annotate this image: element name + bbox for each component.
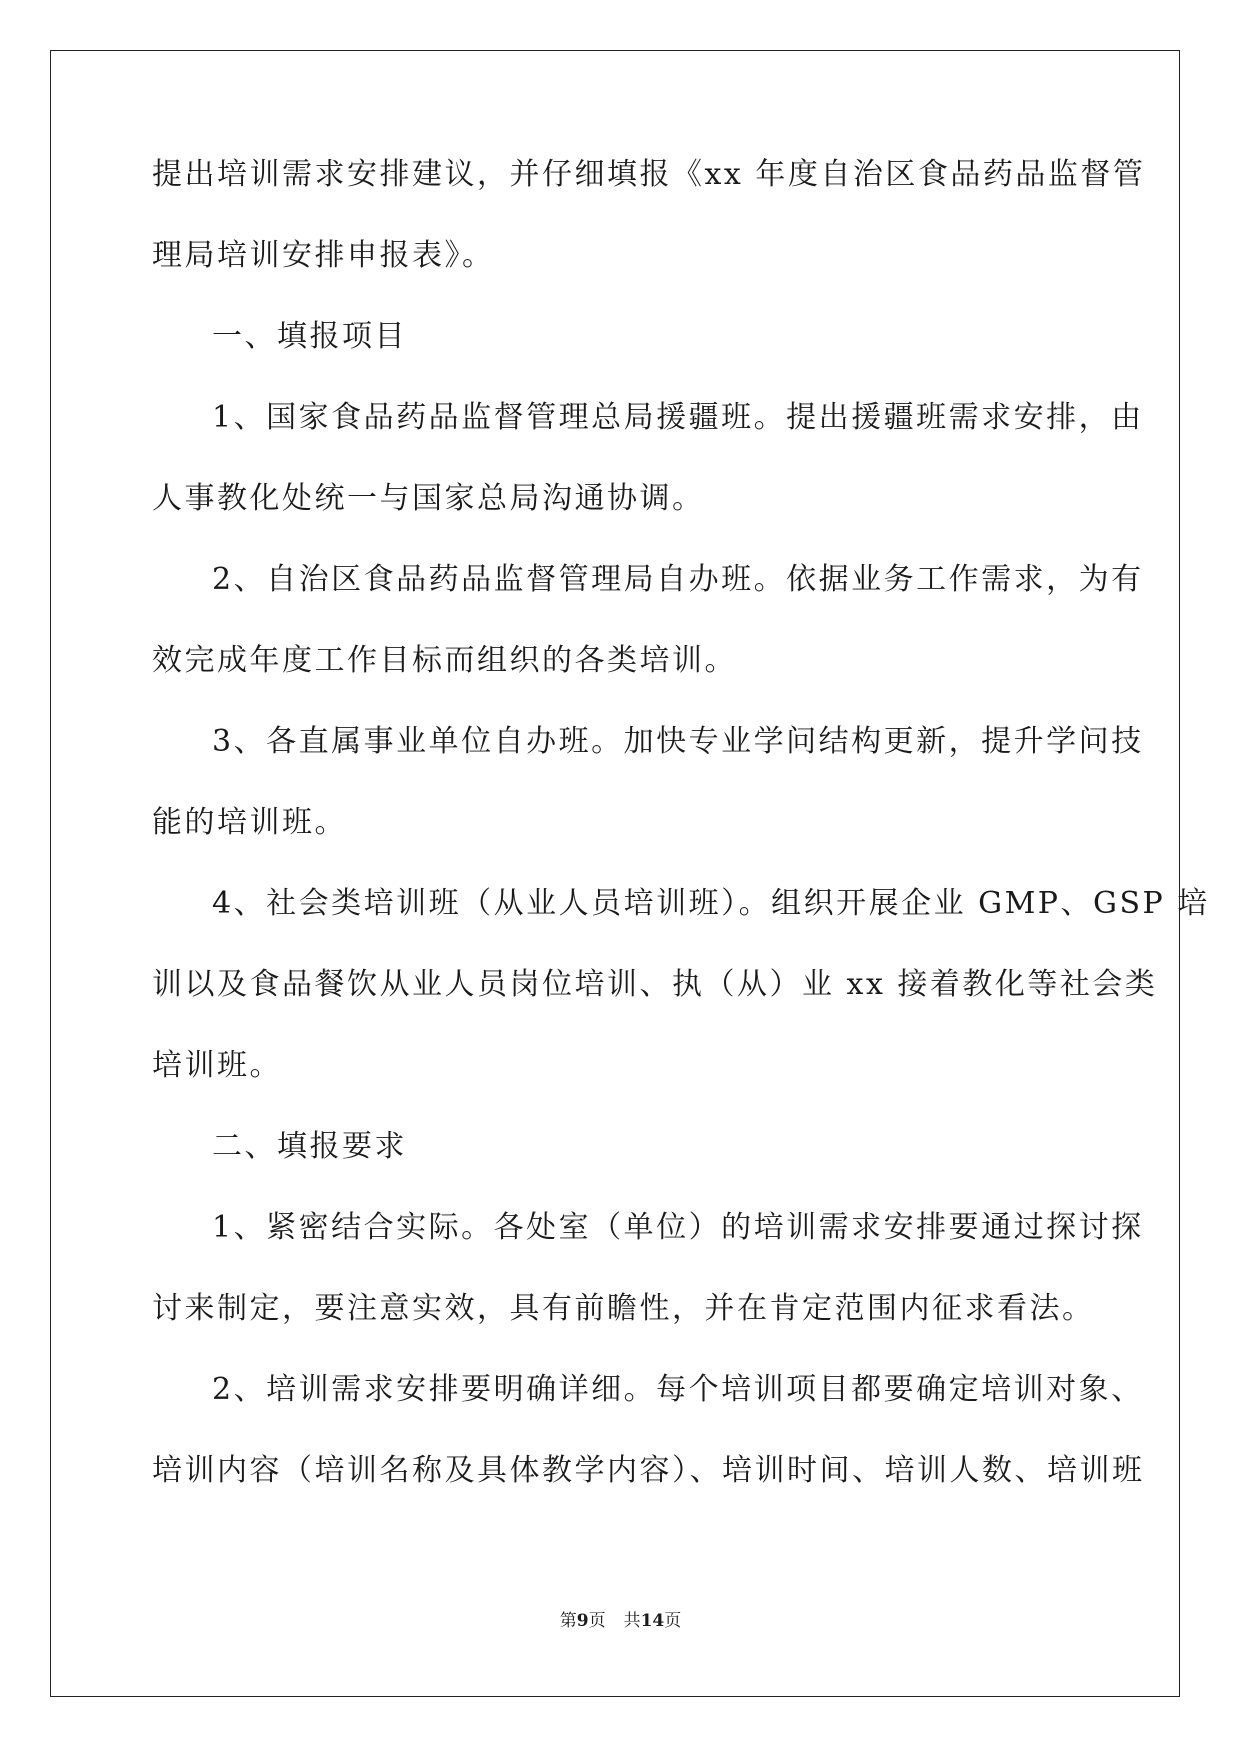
text-line: 3、各直属事业单位自办班。加快专业学问结构更新，提升学问技 bbox=[212, 724, 1144, 759]
text-line: 训以及食品餐饮从业人员岗位培训、执（从）业 xx 接着教化等社会类 bbox=[152, 967, 1158, 1002]
text-line: 2、自治区食品药品监督管理局自办班。依据业务工作需求，为有 bbox=[212, 562, 1144, 597]
text-line: 1、紧密结合实际。各处室（单位）的培训需求安排要通过探讨探 bbox=[212, 1210, 1144, 1245]
current-page-number: 9 bbox=[576, 1611, 589, 1631]
page-footer bbox=[0, 1611, 1241, 1631]
text-line: 培训班。 bbox=[152, 1048, 282, 1083]
text-line: 二、填报要求 bbox=[212, 1129, 407, 1164]
total-page-count: 14 bbox=[640, 1611, 665, 1631]
footer-prefix: 第 bbox=[559, 1611, 577, 1631]
text-line: 效完成年度工作目标而组织的各类培训。 bbox=[152, 643, 737, 678]
text-line: 能的培训班。 bbox=[152, 805, 347, 840]
text-line: 一、填报项目 bbox=[212, 319, 407, 354]
footer-total-prefix: 共 bbox=[623, 1611, 641, 1631]
text-line: 2、培训需求安排要明确详细。每个培训项目都要确定培训对象、 bbox=[212, 1372, 1144, 1407]
text-line: 提出培训需求安排建议，并仔细填报《xx 年度自治区食品药品监督管 bbox=[152, 157, 1146, 192]
footer-total-suffix: 页 bbox=[664, 1611, 682, 1631]
text-line: 讨来制定，要注意实效，具有前瞻性，并在肯定范围内征求看法。 bbox=[152, 1291, 1095, 1326]
text-line: 4、社会类培训班（从业人员培训班）。组织开展企业 GMP、GSP 培 bbox=[212, 886, 1210, 921]
text-line: 人事教化处统一与国家总局沟通协调。 bbox=[152, 481, 705, 516]
document-body bbox=[152, 157, 1210, 1537]
footer-page-suffix: 页 bbox=[588, 1611, 606, 1631]
text-line: 培训内容（培训名称及具体教学内容）、培训时间、培训人数、培训班 bbox=[152, 1453, 1145, 1488]
text-line: 1、国家食品药品监督管理总局援疆班。提出援疆班需求安排，由 bbox=[212, 400, 1144, 435]
text-line: 理局培训安排申报表》。 bbox=[152, 238, 495, 273]
